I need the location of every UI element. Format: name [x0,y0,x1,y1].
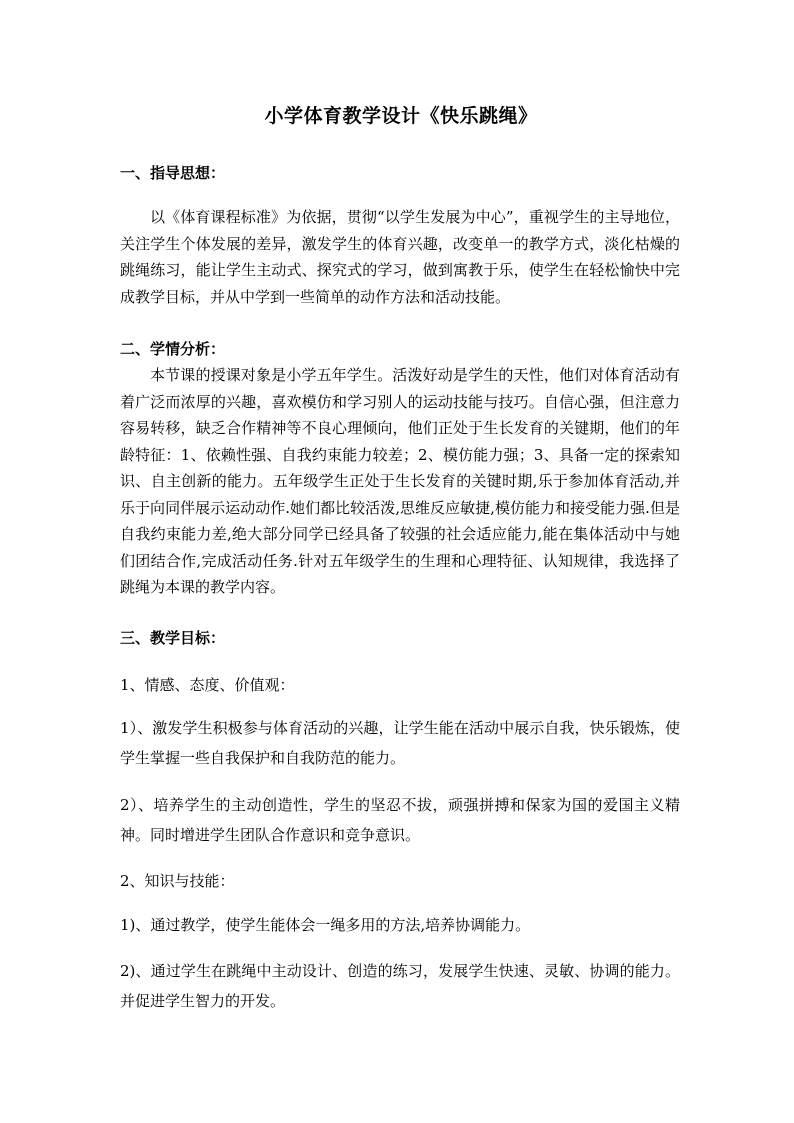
subheading-knowledge-skills: 2、知识与技能： [120,872,235,890]
section-heading-guiding: 一、指导思想： [120,164,226,182]
objective-item-2-2: 2)、通过学生在跳绳中主动设计、创造的练习，发展学生快速、灵敏、协调的能力。并促进学生智力的开发。 [120,962,680,1010]
paragraph-analysis: 本节课的授课对象是小学五年学生。活泼好动是学生的天性，他们对体育活动有着广泛而浓厚的兴趣，喜欢模仿和学习别人的运动技能与技巧。自信心强，但注意力容易转移，缺乏合作精神等不良心理倾向，他们正处于生长发育的关键期，他们的年龄特征：1、依赖性强、自我约束能力较差；2、模仿能力强；3、具备一定的探索知识、自主创新的能力。五年级学生正处于生长发育的关键时期,乐于参加体育活动,并乐于向同伴展示运动动作.她们都比较活泼,思维反应敏捷,模仿能力和接受能力强.但是自我约束能力差,绝大部分同学已经具备了较强的社会适应能力,能在集体活动中与她们团结合作,完成活动任务.针对五年级学生的生理和心理特征、认知规律，我选择了跳绳为本课的教学内容。 [120,366,680,596]
section-heading-analysis: 二、学情分析： [120,340,226,358]
section-heading-objectives: 三、教学目标： [120,629,226,647]
objective-item-1-2: 2）、培养学生的主动创造性，学生的坚忍不拔，顽强拼搏和保家为国的爱国主义精神。同时增进学生团队合作意识和竞争意识。 [120,796,680,844]
subheading-emotion-attitude-values: 1、情感、态度、价值观： [120,676,295,694]
document-title: 小学体育教学设计《快乐跳绳》 [264,105,538,127]
objective-item-1-1: 1）、激发学生积极参与体育活动的兴趣，让学生能在活动中展示自我，快乐锻炼，使学生掌握一些自我保护和自我防范的能力。 [120,719,680,767]
document-page [120,0,682,1123]
objective-item-2-1: 1)、通过教学，使学生能体会一绳多用的方法,培养协调能力。 [120,916,531,934]
paragraph-guiding: 以《体育课程标准》为依据，贯彻“以学生发展为中心”，重视学生的主导地位，关注学生个体发展的差异，激发学生的体育兴趣，改变单一的教学方式，淡化枯燥的跳绳练习，能让学生主动式、探究式的学习，做到寓教于乐，使学生在轻松愉快中完成教学目标，并从中学到一些简单的动作方法和活动技能。 [120,208,680,306]
